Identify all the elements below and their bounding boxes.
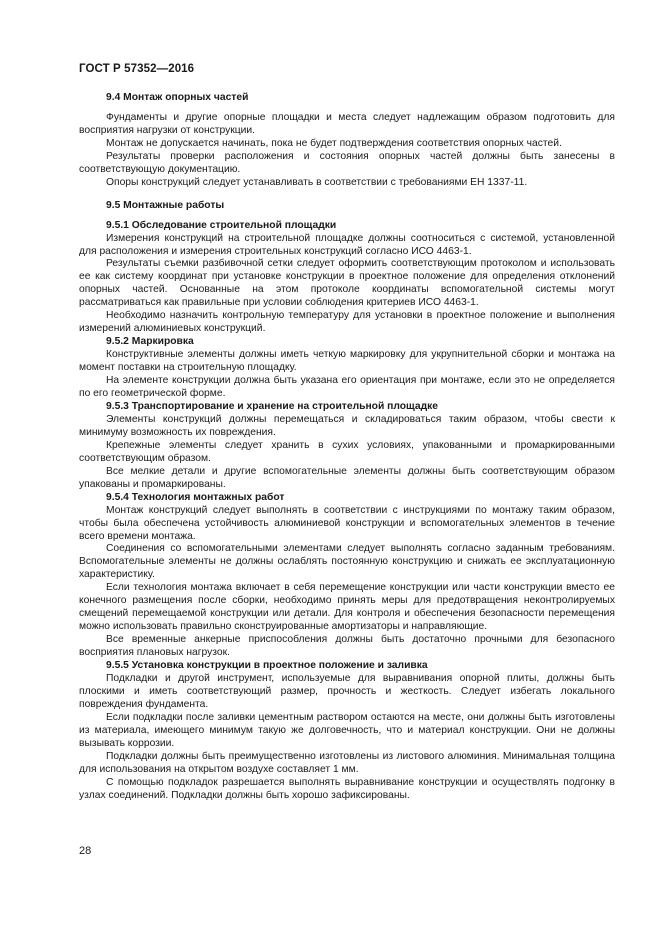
paragraph: Результаты проверки расположения и состояния опорных частей должны быть занесены в соответствующую документацию. [79,150,615,175]
paragraph: Соединения со вспомогательными элементами следует выполнять согласно заданным требованиям. Вспомогательные элементы не должны ослаблять постоянную конструкцию и снижать ее эксплуатационную характеристику. [79,543,615,581]
paragraph: Элементы конструкций должны перемещаться и складироваться таким образом, чтобы свести к минимуму возможность их повреждения. [79,413,615,438]
document-header: ГОСТ Р 57352—2016 [79,63,195,75]
paragraph: Все временные анкерные приспособления должны быть достаточно прочными для безопасного восприятия плановых нагрузок. [79,634,615,659]
paragraph: Если подкладки после заливки цементным раствором остаются на месте, они должны быть изготовлены из материала, имеющего минимум такую же долговечность, что и материал конструкции. Они не должны вызывать коррозии. [79,711,615,749]
section-heading-9-5-1: 9.5.1 Обследование строительной площадки [106,219,337,231]
section-heading-9-5-5: 9.5.5 Установка конструкции в проектное положение и заливка [106,660,428,672]
paragraph: Необходимо назначить контрольную температуру для установки в проектное положение и выполнения измерений алюминиевых конструкций. [79,310,615,335]
section-heading-9-4: 9.4 Монтаж опорных частей [106,92,249,103]
paragraph: Подкладки и другой инструмент, используемые для выравнивания опорной плиты, должны быть плоскими и иметь соответствующий размер, прочность и жесткость. Следует избегать локального повреждения фундамента. [79,672,615,710]
paragraph: Монтаж не допускается начинать, пока не будет подтверждения соответствия опорных частей. [106,137,562,149]
section-heading-9-5: 9.5 Монтажные работы [106,199,225,211]
section-heading-9-5-2: 9.5.2 Маркировка [106,336,194,348]
paragraph: Крепежные элементы следует хранить в сухих условиях, упакованными и промаркированными соответствующим образом. [79,439,615,464]
paragraph: Подкладки должны быть преимущественно изготовлены из листового алюминия. Минимальная толщина для использования на открытом воздухе составляет 1 мм. [79,750,615,775]
paragraph: Если технология монтажа включает в себя перемещение конструкции или части конструкции вместо ее конечного размещения после сборки, необходимо принять меры для предотвращения неконтролируемых смещений перемещаемой конструкции или детали. Для контроля и обеспечения безопасности перемещения можно использовать правильно сконструированные амортизаторы и направляющие. [79,582,615,633]
paragraph: На элементе конструкции должна быть указана его ориентация при монтаже, если это не определяется по его геометрической форме. [79,375,615,400]
paragraph: Результаты съемки разбивочной сетки следует оформить соответствующим протоколом и использовать ее как систему координат при установке конструкции в проектное положение для определения отклонений опорных частей. Основанные на этом протоколе координаты вспомогательной системы могут рассматриваться как правильные при условии соблюдения критериев ИСО 4463-1. [79,258,615,309]
section-heading-9-5-3: 9.5.3 Транспортирование и хранение на строительной площадке [106,400,439,412]
document-body [79,92,615,803]
page-number: 28 [79,845,92,857]
paragraph: С помощью подкладок разрешается выполнять выравнивание конструкции и осуществлять подгонку в узлах соединений. Подкладки должны быть хорошо зафиксированы. [79,776,615,801]
paragraph: Измерения конструкций на строительной площадке должны соотноситься с системой, установленной для расположения и измерения строительных конструкций согласно ИСО 4463-1. [79,232,615,257]
paragraph: Опоры конструкций следует устанавливать в соответствии с требованиями ЕН 1337-11. [106,176,528,188]
paragraph: Все мелкие детали и другие вспомогательные элементы должны быть соответствующим образом упакованы и промаркированы. [79,465,615,490]
paragraph: Конструктивные элементы должны иметь четкую маркировку для укрупнительной сборки и монтажа на момент поставки на строительную площадку. [79,349,615,374]
paragraph: Фундаменты и другие опорные площадки и места следует надлежащим образом подготовить для восприятия нагрузки от конструкции. [79,111,615,136]
section-heading-9-5-4: 9.5.4 Технология монтажных работ [106,491,285,503]
paragraph: Монтаж конструкций следует выполнять в соответствии с инструкциями по монтажу таким образом, чтобы была обеспечена устойчивость алюминиевой конструкции и вспомогательных элементов в течение всего времени монтажа. [79,504,615,542]
